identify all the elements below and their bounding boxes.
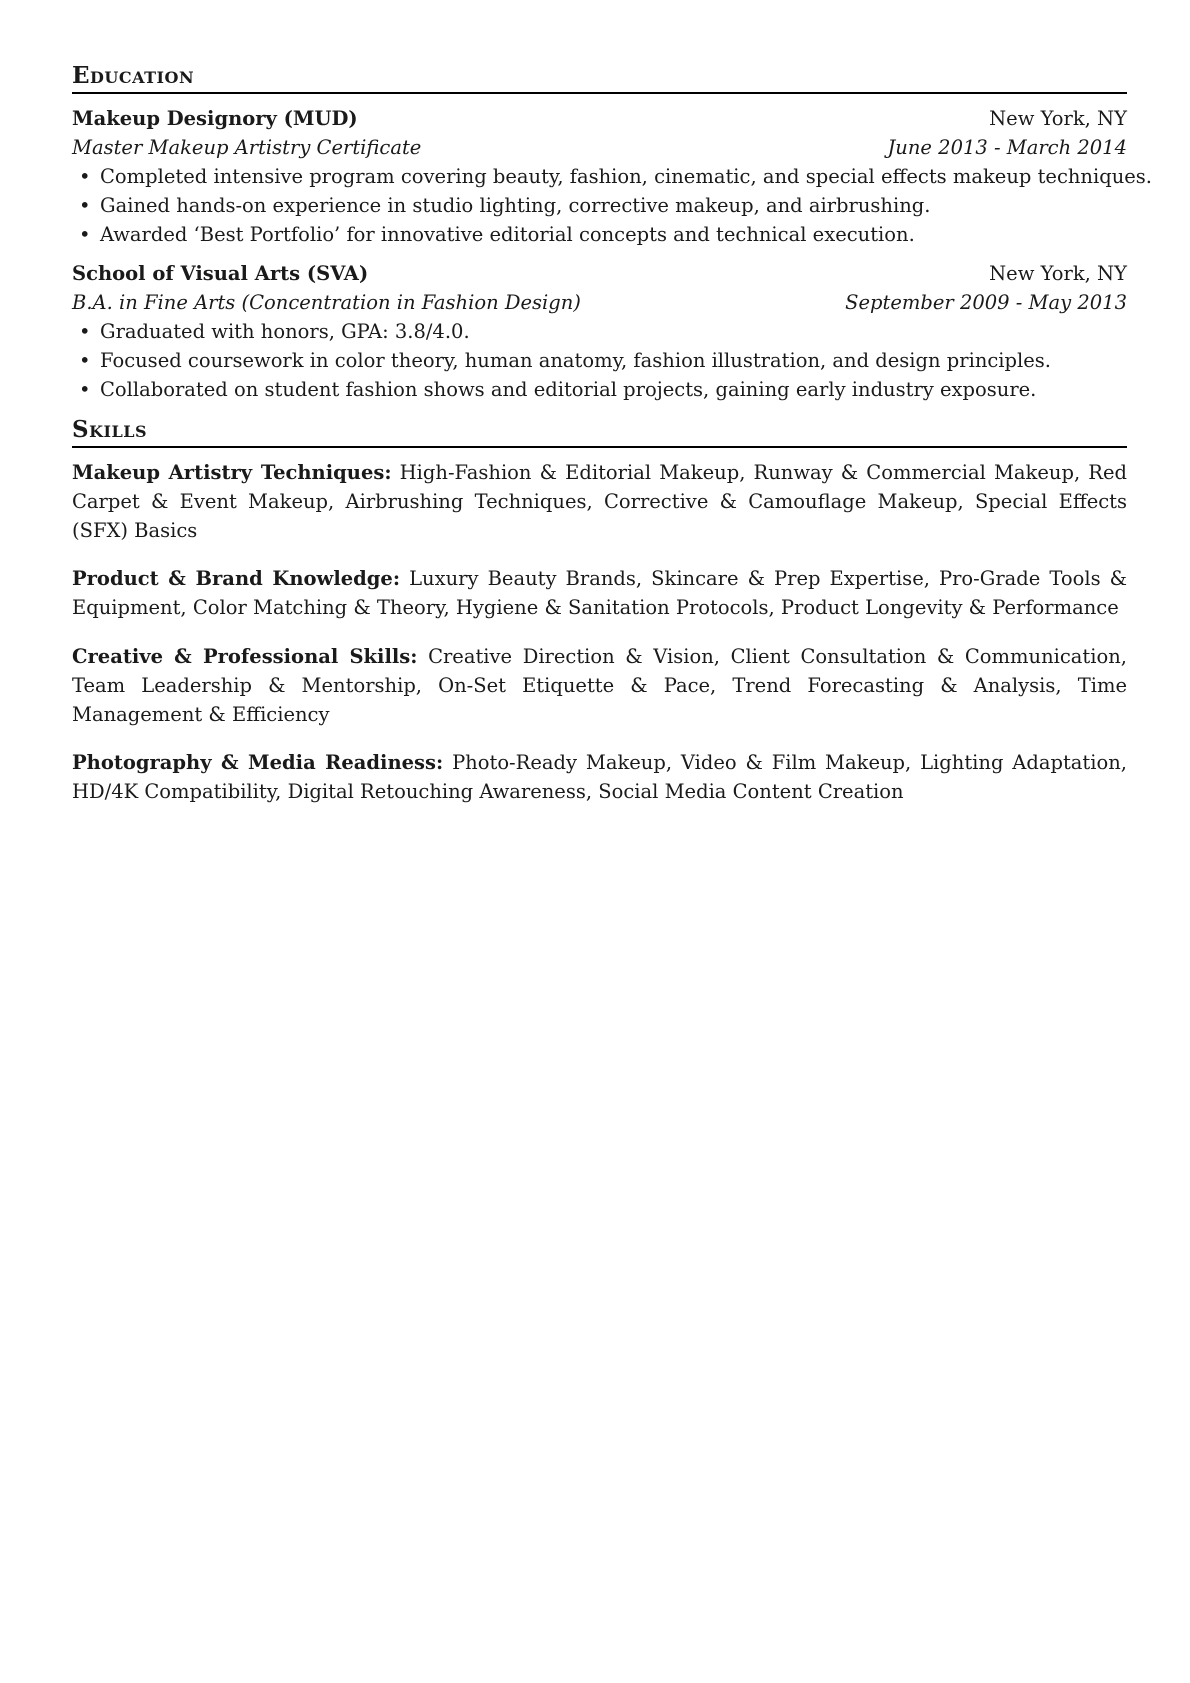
bullet-icon: • (79, 348, 91, 372)
credential: B.A. in Fine Arts (Concentration in Fashion Design) (72, 290, 581, 314)
credential: Master Makeup Artistry Certificate (72, 135, 422, 159)
bullet-item (72, 375, 1127, 404)
bullet-icon: • (79, 319, 91, 343)
bullet-text: Graduated with honors, GPA: 3.8/4.0. (100, 319, 470, 343)
skill-group-label: Creative & Professional Skills: (72, 644, 418, 668)
skill-group-text: Creative Direction & Vision, Client Consultation & Communication, Team Leadership & Mentorship, On-Set Etiquette & Pace, Trend Forecasting & Analysis, Time Management & Efficiency (72, 644, 1127, 726)
education-heading: Education (72, 62, 1127, 94)
skill-group-label: Product & Brand Knowledge: (72, 567, 401, 590)
skill-group (72, 564, 1127, 622)
skill-group-text: High-Fashion & Editorial Makeup, Runway & Commercial Makeup, Red Carpet & Event Makeup, Airbrushing Techniques, Corrective & Camouflage Makeup, Special Effects (SFX) Basics (72, 460, 1127, 542)
skill-group-text: Luxury Beauty Brands, Skincare & Prep Expertise, Pro-Grade Tools & Equipment, Color Matching & Theory, Hygiene & Sanitation Protocols, Product Longevity & Performance (72, 567, 1128, 619)
bullet-text: Awarded ‘Best Portfolio’ for innovative editorial concepts and technical execution. (100, 222, 915, 246)
bullet-list (72, 317, 1127, 404)
bullet-list (72, 162, 1153, 249)
skill-group-label: Photography & Media Readiness: (72, 751, 444, 774)
institution-name: School of Visual Arts (SVA) (72, 261, 369, 285)
bullet-text: Completed intensive program covering beauty, fashion, cinematic, and special effects makeup techniques. (100, 164, 1153, 188)
skill-group-label: Makeup Artistry Techniques: (72, 460, 392, 484)
resume-content (72, 62, 1153, 826)
education-entry (72, 259, 1127, 404)
bullet-icon: • (79, 222, 91, 246)
bullet-text: Collaborated on student fashion shows and editorial projects, gaining early industry exposure. (100, 377, 1037, 401)
bullet-icon: • (79, 377, 91, 401)
bullet-item (72, 220, 1127, 249)
skill-group (72, 458, 1127, 545)
bullet-icon: • (79, 193, 91, 217)
date-range: September 2009 - May 2013 (845, 290, 1127, 314)
education-section (72, 62, 1153, 404)
institution-location: New York, NY (989, 261, 1127, 285)
skill-group (72, 642, 1127, 729)
bullet-item (72, 191, 1127, 220)
date-range: June 2013 - March 2014 (887, 135, 1127, 159)
entry-subheader-row (72, 133, 1127, 162)
skills-heading: Skills (72, 416, 1127, 448)
entry-subheader-row (72, 288, 1127, 317)
skills-section (72, 416, 1127, 806)
institution-name: Makeup Designory (MUD) (72, 106, 358, 130)
bullet-item (72, 317, 1127, 346)
bullet-item (72, 346, 1127, 375)
institution-location: New York, NY (989, 106, 1127, 130)
skill-group (72, 748, 1127, 806)
skill-group-text: Photo-Ready Makeup, Video & Film Makeup, Lighting Adaptation, HD/4K Compatibility, Digital Retouching Awareness, Social Media Content Creation (72, 751, 1128, 803)
bullet-text: Gained hands-on experience in studio lighting, corrective makeup, and airbrushing. (100, 193, 931, 217)
education-entry (72, 104, 1153, 249)
bullet-icon: • (79, 164, 91, 188)
bullet-item (72, 162, 1153, 191)
entry-header-row (72, 104, 1127, 133)
entry-header-row (72, 259, 1127, 288)
bullet-text: Focused coursework in color theory, human anatomy, fashion illustration, and design principles. (100, 348, 1051, 372)
